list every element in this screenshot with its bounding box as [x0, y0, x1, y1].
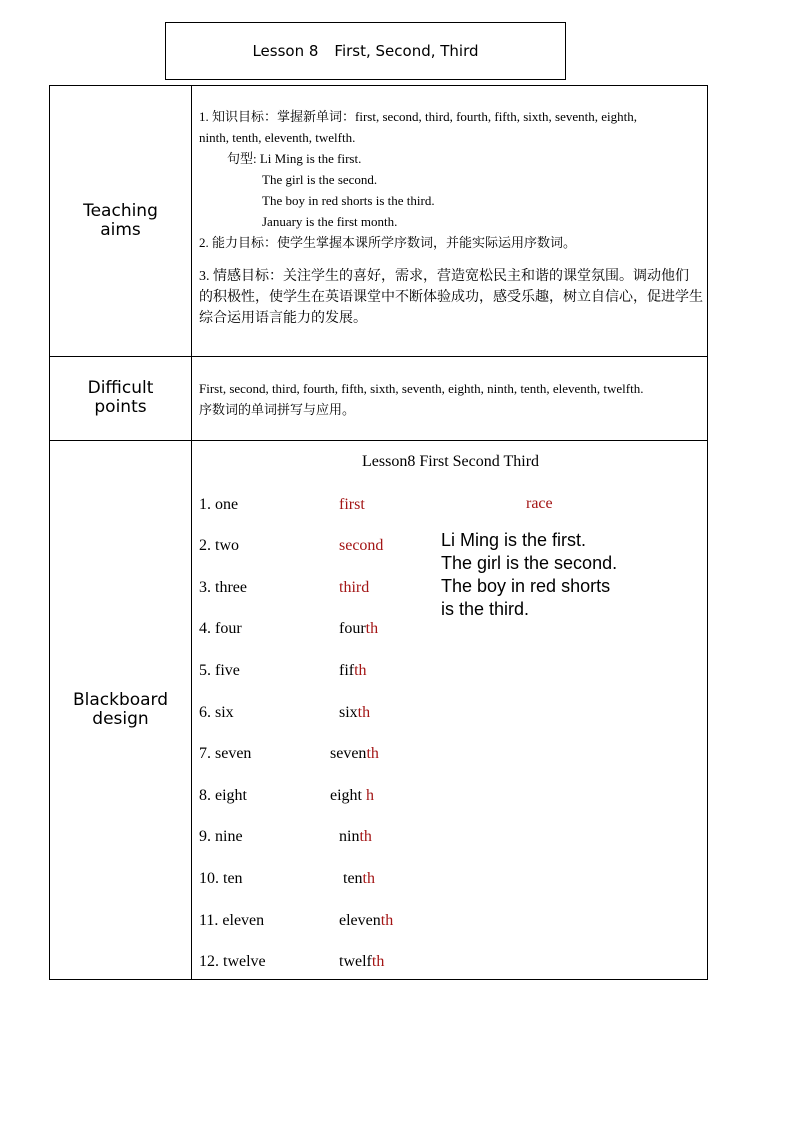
ordinal-number [330, 744, 379, 764]
ordinal-number [330, 786, 374, 806]
aims-emotion-line: 综合运用语言能力的发展。 [199, 311, 367, 326]
lesson-name: First, Second, Third [334, 42, 479, 60]
blackboard-sentence: The girl is the second. [441, 553, 618, 573]
aims-emotion-line: 的积极性，使学生在英语课堂中不断体验成功，感受乐趣，树立自信心，促进学生 [199, 290, 703, 305]
teaching-aims-content [199, 106, 707, 329]
difficult-points-content [199, 378, 707, 420]
ordinal-base: four [339, 620, 366, 637]
cardinal-number: 9. nine [199, 828, 243, 845]
ordinal-base: six [339, 704, 358, 721]
difficult-points-label [50, 379, 191, 417]
row-divider [50, 440, 707, 441]
difficult-words: First, second, third, fourth, fifth, sixth, seventh, eighth, ninth, tenth, eleventh, twelfth. [199, 381, 644, 396]
ordinal-base: seven [330, 745, 367, 762]
blackboard-sentence: is the third. [441, 599, 530, 619]
ordinal-suffix: th [362, 870, 375, 887]
label-line: Blackboard [72, 690, 169, 710]
lesson-title [165, 22, 566, 80]
ordinal-number [343, 869, 375, 889]
lesson-number: Lesson 8 [252, 42, 319, 60]
cardinal-number: 11. eleven [199, 912, 265, 929]
cardinal-number: 10. ten [199, 870, 243, 887]
cardinal-number: 8. eight [199, 787, 247, 804]
ordinal-number [339, 827, 372, 847]
label-line: Teaching [83, 201, 158, 221]
cardinal-number: 7. seven [199, 745, 252, 762]
aims-knowledge-line: ninth, tenth, eleventh, twelfth. [199, 130, 356, 145]
blackboard-race-word: race [526, 495, 553, 512]
label-line: points [94, 397, 147, 417]
ordinal-suffix: first [339, 496, 365, 513]
aims-sentence: January is the first month. [262, 214, 398, 229]
lesson-plan-table [49, 85, 708, 980]
ordinal-base: eleven [339, 912, 381, 929]
ordinal-suffix: th [366, 745, 379, 762]
label-line: aims [100, 220, 141, 240]
aims-knowledge-line: 1. 知识目标：掌握新单词：first, second, third, fourth, fifth, sixth, seventh, eighth, [199, 109, 637, 124]
label-line: design [92, 709, 149, 729]
cardinal-number: 4. four [199, 620, 242, 637]
blackboard-sentences [441, 529, 617, 621]
ordinal-suffix: third [339, 579, 370, 596]
ordinal-suffix: th [380, 912, 394, 929]
teaching-aims-label [50, 202, 191, 240]
difficult-note: 序数词的单词拼写与应用。 [199, 402, 356, 417]
ordinal-suffix: second [339, 537, 384, 554]
ordinal-suffix: th [354, 662, 367, 679]
ordinal-number [339, 578, 369, 598]
ordinal-suffix: th [371, 953, 385, 970]
ordinal-number [339, 536, 383, 556]
ordinal-base: nin [339, 828, 360, 845]
cardinal-number: 3. three [199, 579, 247, 596]
ordinal-suffix: th [365, 620, 379, 637]
aims-sentence: The boy in red shorts is the third. [262, 193, 435, 208]
ordinal-base: eight [330, 787, 366, 804]
column-divider [191, 86, 192, 979]
blackboard-sentence: The boy in red shorts [441, 576, 611, 596]
label-line: Difficult [87, 378, 154, 398]
blackboard-sentence: Li Ming is the first. [441, 530, 587, 550]
cardinal-number: 2. two [199, 537, 239, 554]
aims-pattern-label: 句型: Li Ming is the first. [227, 151, 362, 166]
aims-ability: 2. 能力目标：使学生掌握本课所学序数词，并能实际运用序数词。 [199, 235, 577, 250]
cardinal-number: 5. five [199, 662, 240, 679]
ordinal-base: twelf [339, 953, 372, 970]
ordinal-number [339, 495, 365, 515]
ordinal-number [339, 619, 378, 639]
aims-emotion-line: 3. 情感目标：关注学生的喜好，需求，营造宽松民主和谐的课堂氛围。调动他们 [199, 269, 689, 284]
blackboard-title: Lesson8 First Second Third [361, 453, 540, 470]
ordinal-base: ten [343, 870, 363, 887]
ordinal-number [339, 703, 370, 723]
row-divider [50, 356, 707, 357]
ordinal-suffix: h [366, 787, 374, 804]
ordinal-base: fif [339, 662, 355, 679]
ordinal-number [339, 661, 367, 681]
blackboard-design-label [50, 691, 191, 729]
ordinal-suffix: th [357, 704, 371, 721]
cardinal-number: 1. one [199, 496, 239, 513]
cardinal-number: 6. six [199, 704, 234, 721]
cardinal-number: 12. twelve [199, 953, 266, 970]
ordinal-number [339, 911, 393, 931]
ordinal-suffix: th [359, 828, 372, 845]
aims-sentence: The girl is the second. [262, 172, 378, 187]
ordinal-number [339, 952, 384, 972]
